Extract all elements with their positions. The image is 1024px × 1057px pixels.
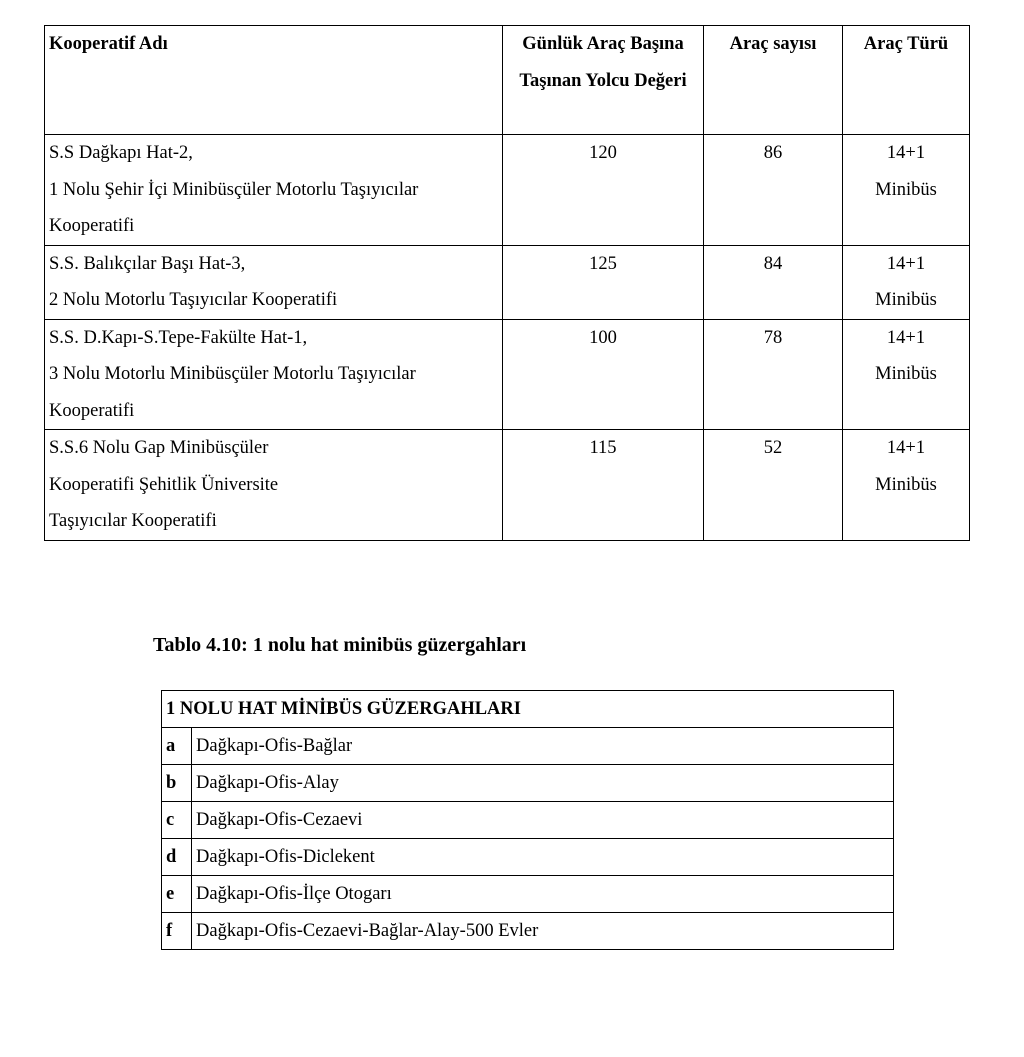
route-value: Dağkapı-Ofis-Alay bbox=[192, 765, 894, 802]
cooperative-name-cell bbox=[45, 245, 503, 319]
cooperative-name-line: S.S. D.Kapı-S.Tepe-Fakülte Hat-1, bbox=[49, 327, 308, 348]
vehicle-type-cell bbox=[843, 135, 970, 246]
route-value: Dağkapı-Ofis-Diclekent bbox=[192, 839, 894, 876]
route-table bbox=[161, 690, 894, 950]
cooperative-name-line: S.S. Balıkçılar Başı Hat-3, bbox=[49, 253, 246, 274]
route-key: e bbox=[162, 876, 192, 913]
vehicle-type-cell bbox=[843, 245, 970, 319]
vehicle-type-line: 14+1 bbox=[886, 143, 926, 163]
route-header-row bbox=[162, 691, 894, 728]
cooperative-name-line: 3 Nolu Motorlu Minibüsçüler Motorlu Taşıyıcılar bbox=[49, 364, 416, 384]
header-passengers-per-vehicle: Günlük Araç Başına Taşınan Yolcu Değeri bbox=[503, 26, 704, 135]
route-key: b bbox=[162, 765, 192, 802]
table-row bbox=[45, 245, 970, 319]
header-cooperative-name: Kooperatif Adı bbox=[45, 26, 503, 135]
route-value: Dağkapı-Ofis-Cezaevi bbox=[192, 802, 894, 839]
vehicle-count-cell: 86 bbox=[704, 135, 843, 246]
vehicle-type-line: Minibüs bbox=[875, 474, 937, 495]
cooperative-name-line: Kooperatifi bbox=[49, 216, 135, 236]
route-value: Dağkapı-Ofis-Cezaevi-Bağlar-Alay-500 Evler bbox=[192, 913, 894, 950]
passengers-cell: 125 bbox=[503, 245, 704, 319]
cooperative-name-line: S.S.6 Nolu Gap Minibüsçüler bbox=[49, 438, 269, 458]
table-row bbox=[162, 765, 894, 802]
table-row bbox=[162, 802, 894, 839]
passengers-cell: 100 bbox=[503, 319, 704, 430]
passengers-cell: 120 bbox=[503, 135, 704, 246]
table-caption: Tablo 4.10: 1 nolu hat minibüs güzergahları bbox=[153, 634, 527, 656]
cooperative-table bbox=[44, 25, 970, 541]
vehicle-type-line: 14+1 bbox=[886, 253, 926, 274]
vehicle-count-cell: 78 bbox=[704, 319, 843, 430]
cooperative-name-cell bbox=[45, 135, 503, 246]
route-key: c bbox=[162, 802, 192, 839]
route-table-header: 1 NOLU HAT MİNİBÜS GÜZERGAHLARI bbox=[162, 691, 894, 728]
header-vehicle-type: Araç Türü bbox=[843, 26, 970, 135]
table-row bbox=[162, 839, 894, 876]
table-row bbox=[162, 728, 894, 765]
vehicle-count-cell: 52 bbox=[704, 430, 843, 541]
table-row bbox=[45, 135, 970, 246]
vehicle-type-line: 14+1 bbox=[886, 438, 926, 458]
cooperative-name-line: S.S Dağkapı Hat-2, bbox=[49, 143, 193, 163]
route-value: Dağkapı-Ofis-Bağlar bbox=[192, 728, 894, 765]
cooperative-name-line: 2 Nolu Motorlu Taşıyıcılar Kooperatifi bbox=[49, 290, 338, 310]
vehicle-type-line: Minibüs bbox=[875, 179, 937, 200]
vehicle-type-line: 14+1 bbox=[886, 327, 926, 348]
cooperative-name-line: Kooperatifi Şehitlik Üniversite bbox=[49, 474, 279, 495]
route-key: f bbox=[162, 913, 192, 950]
vehicle-type-line: Minibüs bbox=[875, 364, 937, 384]
vehicle-type-line: Minibüs bbox=[875, 290, 937, 310]
cooperative-name-cell bbox=[45, 319, 503, 430]
header-row bbox=[45, 26, 970, 135]
cooperative-name-line: Taşıyıcılar Kooperatifi bbox=[49, 511, 217, 531]
route-value: Dağkapı-Ofis-İlçe Otogarı bbox=[192, 876, 894, 913]
passengers-cell: 115 bbox=[503, 430, 704, 541]
vehicle-count-cell: 84 bbox=[704, 245, 843, 319]
table-row bbox=[162, 913, 894, 950]
route-key: d bbox=[162, 839, 192, 876]
table-row bbox=[45, 319, 970, 430]
cooperative-name-line: Kooperatifi bbox=[49, 400, 135, 421]
vehicle-type-cell bbox=[843, 430, 970, 541]
table-row bbox=[162, 876, 894, 913]
table-row bbox=[45, 430, 970, 541]
cooperative-name-cell bbox=[45, 430, 503, 541]
cooperative-name-line: 1 Nolu Şehir İçi Minibüsçüler Motorlu Taşıyıcılar bbox=[49, 179, 419, 200]
header-vehicle-count: Araç sayısı bbox=[704, 26, 843, 135]
route-key: a bbox=[162, 728, 192, 765]
vehicle-type-cell bbox=[843, 319, 970, 430]
